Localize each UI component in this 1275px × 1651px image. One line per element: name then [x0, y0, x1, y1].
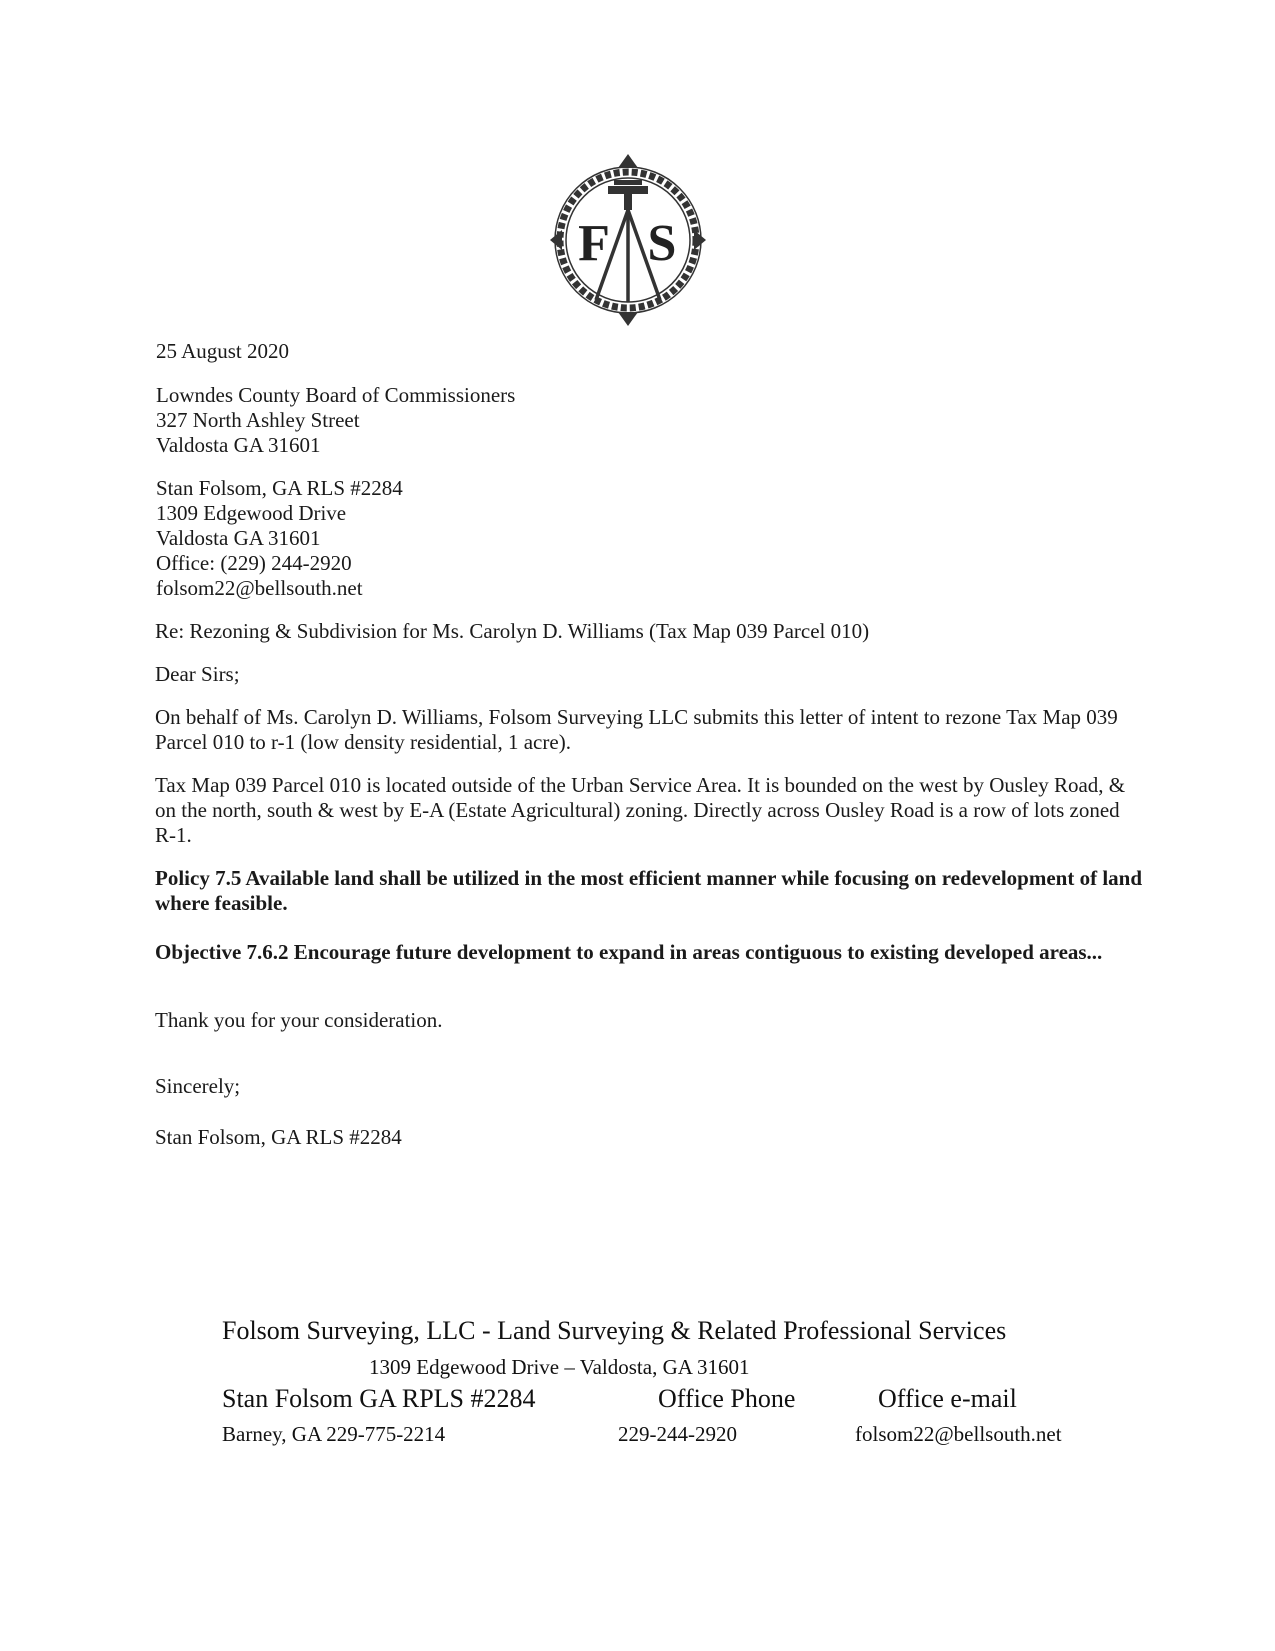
sender-city: Valdosta GA 31601 [156, 526, 321, 550]
body-paragraph-2: Tax Map 039 Parcel 010 is located outside of the Urban Service Area. It is bounded on the west by Ousley Road, & on the north, south & west by E-A (Estate Agricultural) zoning. Directly across Ousley Road is a row of lots zoned R-1. [155, 773, 1126, 847]
sender-street: 1309 Edgewood Drive [156, 501, 347, 525]
policy-statement: Policy 7.5 Available land shall be utilized in the most efficient manner while focusing on redevelopment of land where feasible. [155, 866, 1143, 915]
footer-office-phone: 229-244-2920 [618, 1422, 737, 1446]
sender-email: folsom22@bellsouth.net [156, 576, 363, 600]
closing: Sincerely; [155, 1074, 241, 1098]
logo-letter-s: S [647, 215, 677, 272]
folsom-surveying-logo [548, 152, 708, 328]
subject-line: Re: Rezoning & Subdivision for Ms. Carolyn D. Williams (Tax Map 039 Parcel 010) [155, 619, 870, 643]
footer-office-email: folsom22@bellsouth.net [855, 1422, 1062, 1446]
footer-office-phone-label: Office Phone [658, 1384, 796, 1413]
logo-letter-f: F [578, 215, 610, 272]
footer-address: 1309 Edgewood Drive – Valdosta, GA 31601 [369, 1355, 750, 1379]
letter-date: 25 August 2020 [156, 339, 290, 363]
sender-name: Stan Folsom, GA RLS #2284 [156, 476, 403, 500]
signature: Stan Folsom, GA RLS #2284 [155, 1125, 402, 1149]
sender-office-phone: Office: (229) 244-2920 [156, 551, 352, 575]
sender-address [156, 476, 403, 601]
footer-company: Folsom Surveying, LLC - Land Surveying & Related Professional Services [222, 1316, 1007, 1345]
thanks-line: Thank you for your consideration. [155, 1008, 443, 1032]
recipient-address [156, 383, 515, 458]
objective-statement: Objective 7.6.2 Encourage future development to expand in areas contiguous to existing developed areas... [155, 940, 1103, 964]
recipient-line-2: 327 North Ashley Street [156, 408, 360, 432]
footer-office-email-label: Office e-mail [878, 1384, 1017, 1413]
recipient-line-1: Lowndes County Board of Commissioners [156, 383, 516, 407]
salutation: Dear Sirs; [155, 662, 240, 686]
footer-name-title: Stan Folsom GA RPLS #2284 [222, 1384, 536, 1413]
recipient-line-3: Valdosta GA 31601 [156, 433, 321, 457]
footer-town-phone: Barney, GA 229-775-2214 [222, 1422, 446, 1446]
body-paragraph-1: On behalf of Ms. Carolyn D. Williams, Folsom Surveying LLC submits this letter of intent to rezone Tax Map 039 Parcel 010 to r-1 (low density residential, 1 acre). [155, 705, 1118, 754]
